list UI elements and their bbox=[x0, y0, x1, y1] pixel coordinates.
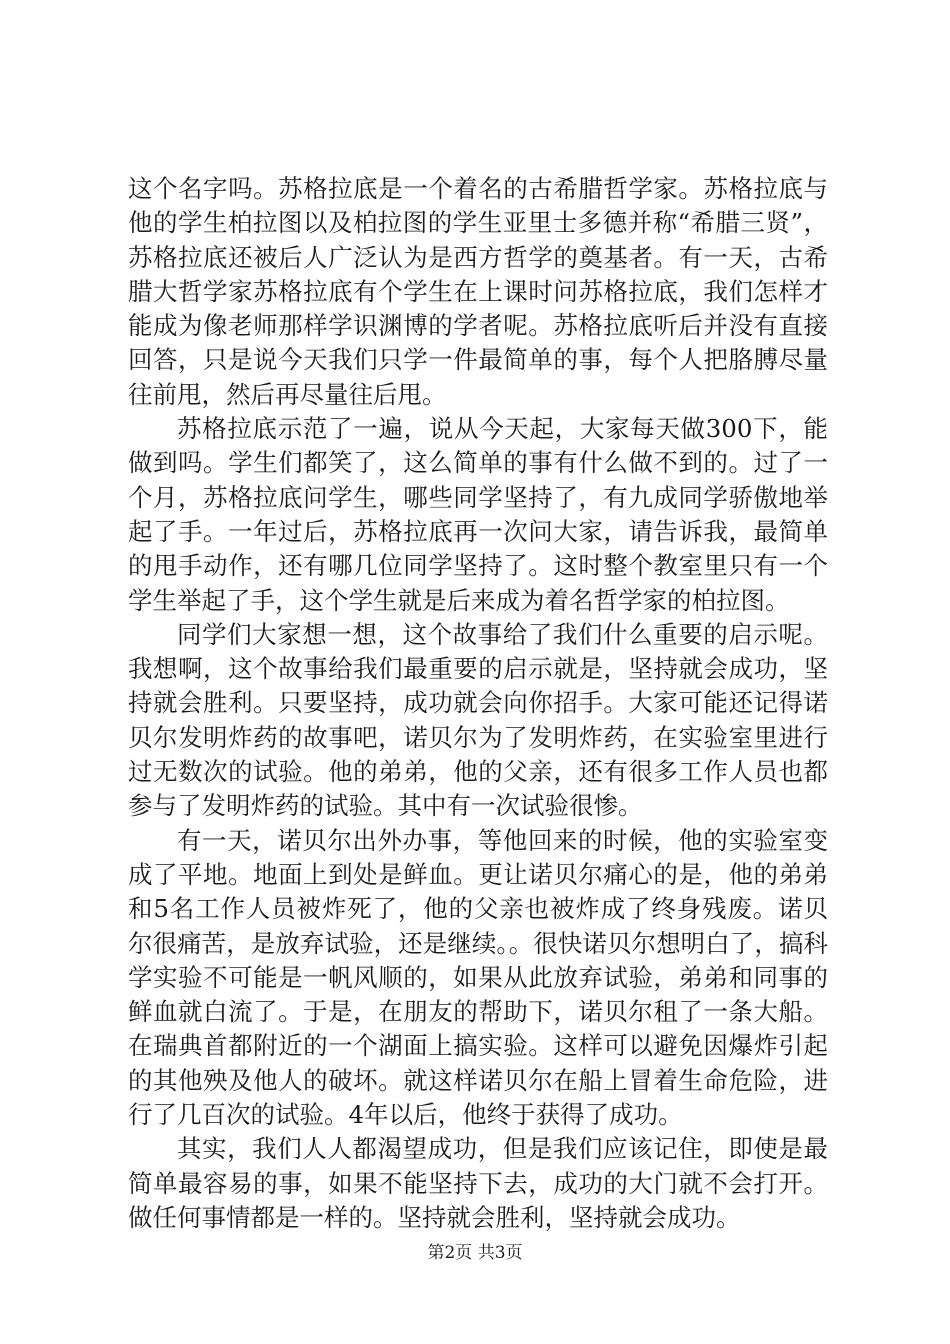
paragraph-3: 同学们大家想一想，这个故事给了我们什么重要的启示呢。我想啊，这个故事给我们最重要的启示就是，坚持就会成功，坚持就会胜利。只要坚持，成功就会向你招手。大家可能还记得诺贝尔发明炸药的故事吧，诺贝尔为了发明炸药，在实验室里进行过无数次的试验。他的弟弟，他的父亲，还有很多工作人员也都参与了发明炸药的试验。其中有一次试验很惨。 bbox=[128, 619, 828, 821]
paragraph-1: 这个名字吗。苏格拉底是一个着名的古希腊哲学家。苏格拉底与他的学生柏拉图以及柏拉图的学生亚里士多德并称“希腊三贤”，苏格拉底还被后人广泛认为是西方哲学的奠基者。有一天，古希腊大哲学家苏格拉底有个学生在上课时问苏格拉底，我们怎样才能成为像老师那样学识渊博的学者呢。苏格拉底听后并没有直接回答，只是说今天我们只学一件最简单的事，每个人把胳膊尽量往前甩，然后再尽量往后甩。 bbox=[128, 174, 828, 409]
paragraph-2: 苏格拉底示范了一遍，说从今天起，大家每天做300下，能做到吗。学生们都笑了，这么简单的事有什么做不到的。过了一个月，苏格拉底问学生，哪些同学坚持了，有九成同学骄傲地举起了手。一年过后，苏格拉底再一次问大家，请告诉我，最简单的甩手动作，还有哪几位同学坚持了。这时整个教室里只有一个学生举起了手，这个学生就是后来成为着名哲学家的柏拉图。 bbox=[128, 414, 828, 615]
paragraph-5: 其实，我们人人都渴望成功，但是我们应该记住，即使是最简单最容易的事，如果不能坚持下去，成功的大门就不会打开。做任何事情都是一样的。坚持就会胜利，坚持就会成功。 bbox=[128, 1134, 828, 1232]
document-body bbox=[128, 172, 828, 1235]
page-number-footer: 第2页 共3页 bbox=[427, 1243, 523, 1263]
paragraph-4: 有一天，诺贝尔出外办事，等他回来的时候，他的实验室变成了平地。地面上到处是鲜血。更让诺贝尔痛心的是，他的弟弟和5名工作人员被炸死了，他的父亲也被炸成了终身残废。诺贝尔很痛苦，是放弃试验，还是继续。。很快诺贝尔想明白了，搞科学实验不可能是一帆风顺的，如果从此放弃试验，弟弟和同事的鲜血就白流了。于是，在朋友的帮助下，诺贝尔租了一条大船。在瑞典首都附近的一个湖面上搞实验。这样可以避免因爆炸引起的其他殃及他人的破坏。就这样诺贝尔在船上冒着生命危险，进行了几百次的试验。4年以后，他终于获得了成功。 bbox=[128, 825, 828, 1130]
